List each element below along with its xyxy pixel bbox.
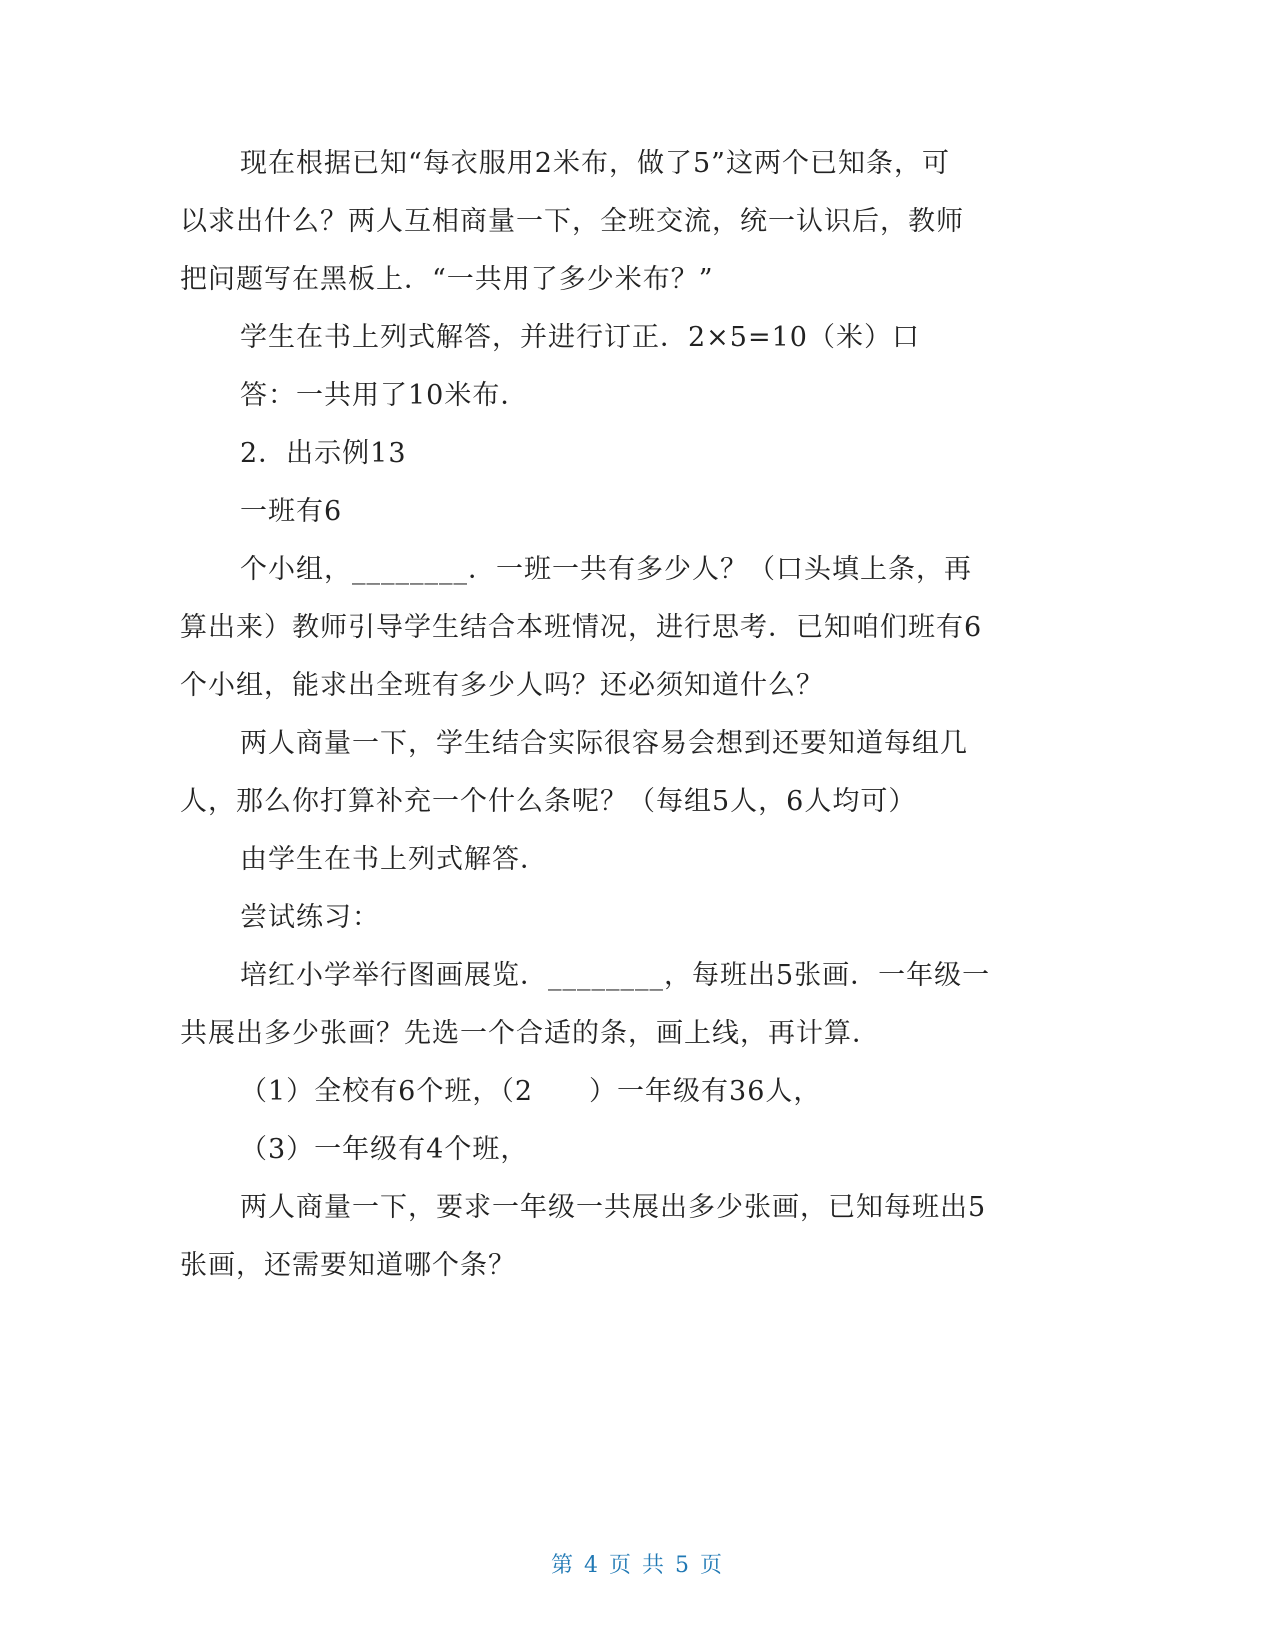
text-line: 把问题写在黑板上．“一共用了多少米布？” xyxy=(180,264,714,295)
page-number-footer: 第 4 页 共 5 页 xyxy=(551,1553,724,1578)
text-line: 尝试练习： xyxy=(240,902,380,933)
text-line: 培红小学举行图画展览．________，每班出5张画．一年级一 xyxy=(240,960,991,991)
text-line: 答：一共用了10米布． xyxy=(240,380,529,411)
text-line: 由学生在书上列式解答． xyxy=(240,844,548,875)
section-heading: 2．出示例13 xyxy=(240,438,407,469)
text-line: 个小组，________．一班一共有多少人？（口头填上条，再 xyxy=(240,554,972,585)
text-line: 两人商量一下，学生结合实际很容易会想到还要知道每组几 xyxy=(240,728,968,759)
text-line: 个小组，能求出全班有多少人吗？还必须知道什么？ xyxy=(180,670,824,701)
text-line: 人，那么你打算补充一个什么条呢？（每组5人，6人均可） xyxy=(180,786,917,817)
text-line: 共展出多少张画？先选一个合适的条，画上线，再计算． xyxy=(180,1018,880,1049)
option-line: （1）全校有6个班，（2 ）一年级有36人， xyxy=(240,1076,822,1107)
text-line: 现在根据已知“每衣服用2米布，做了5”这两个已知条，可 xyxy=(240,148,950,179)
text-line: 张画，还需要知道哪个条？ xyxy=(180,1250,516,1281)
option-line: （3）一年级有4个班， xyxy=(240,1134,529,1165)
text-line: 算出来）教师引导学生结合本班情况，进行思考．已知咱们班有6 xyxy=(180,612,983,643)
text-line: 两人商量一下，要求一年级一共展出多少张画，已知每班出5 xyxy=(240,1192,987,1223)
text-line: 一班有6 xyxy=(240,496,343,527)
text-line: 学生在书上列式解答，并进行订正．2×5=10（米）口 xyxy=(240,322,920,353)
text-line: 以求出什么？两人互相商量一下，全班交流，统一认识后，教师 xyxy=(180,206,964,237)
